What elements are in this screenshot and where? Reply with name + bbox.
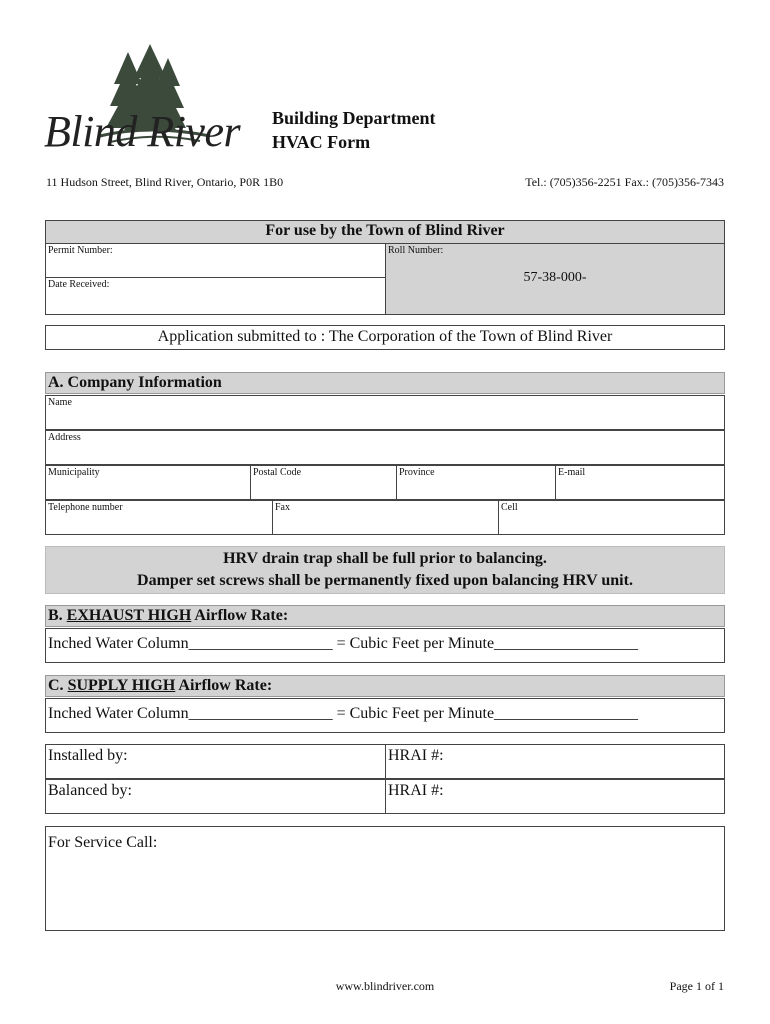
municipality-field[interactable]	[46, 466, 250, 499]
supply-rate-field[interactable]	[45, 698, 725, 733]
province-label: Province	[399, 467, 435, 478]
application-text: Application submitted to : The Corporation of the Town of Blind River	[157, 328, 613, 345]
postal-code-label: Postal Code	[253, 467, 302, 478]
cell-field[interactable]	[498, 501, 724, 534]
address-line: 11 Hudson Street, Blind River, Ontario, P0R 1B0	[46, 175, 284, 189]
logo-wordmark: Blind River	[44, 107, 241, 156]
service-call-label: For Service Call:	[48, 834, 158, 851]
hrv-notice	[45, 546, 725, 594]
exhaust-rate-field[interactable]	[45, 628, 725, 663]
office-use-title: For use by the Town of Blind River	[265, 222, 505, 239]
company-phone-row	[45, 500, 725, 535]
company-address-field[interactable]	[45, 430, 725, 465]
notice-line-2: Damper set screws shall be permanently fixed upon balancing HRV unit.	[137, 572, 633, 589]
roll-number-value: 57-38-000-	[523, 270, 587, 285]
address-label: Address	[48, 432, 81, 443]
cell-label: Cell	[501, 502, 518, 513]
installed-by-label: Installed by:	[48, 747, 128, 764]
supply-section-title	[45, 675, 725, 697]
footer-website: www.blindriver.com	[335, 979, 435, 993]
permit-number-field[interactable]	[46, 243, 385, 278]
postal-code-field[interactable]	[250, 466, 396, 499]
hrai-balancer-field[interactable]	[385, 780, 724, 813]
hrai-installer-label: HRAI #:	[388, 747, 444, 764]
exhaust-underlined: EXHAUST HIGH	[66, 607, 192, 624]
company-name-field[interactable]	[45, 395, 725, 430]
balanced-row	[45, 779, 725, 814]
permit-number-label: Permit Number:	[48, 245, 113, 256]
installed-by-field[interactable]	[46, 745, 385, 778]
supply-suffix: Airflow Rate:	[175, 677, 273, 694]
supply-underlined: SUPPLY HIGH	[67, 677, 176, 694]
fax-label: Fax	[275, 502, 290, 513]
department-name: Building Department	[272, 108, 436, 128]
hrai-balancer-label: HRAI #:	[388, 782, 444, 799]
exhaust-suffix: Airflow Rate:	[191, 607, 289, 624]
hrai-installer-field[interactable]	[385, 745, 724, 778]
supply-prefix: C.	[48, 677, 68, 694]
email-label: E-mail	[558, 467, 586, 478]
municipality-label: Municipality	[48, 467, 100, 478]
telephone-label: Telephone number	[48, 502, 123, 513]
contact-line: Tel.: (705)356-2251 Fax.: (705)356-7343	[525, 175, 724, 189]
exhaust-section-title	[45, 605, 725, 627]
office-use-box	[45, 220, 725, 315]
email-field[interactable]	[555, 466, 724, 499]
footer-page-number: Page 1 of 1	[669, 979, 724, 993]
supply-rate-line: Inched Water Column__________________ = Cubic Feet per Minute__________________	[48, 705, 639, 722]
exhaust-rate-line: Inched Water Column__________________ = Cubic Feet per Minute__________________	[48, 635, 639, 652]
date-received-field[interactable]	[46, 278, 385, 314]
department-heading	[272, 106, 436, 154]
company-section-title: A. Company Information	[45, 372, 725, 394]
fax-field[interactable]	[272, 501, 498, 534]
roll-number-field[interactable]	[385, 243, 724, 314]
name-label: Name	[48, 397, 72, 408]
notice-line-1: HRV drain trap shall be full prior to balancing.	[223, 550, 547, 567]
installed-row	[45, 744, 725, 779]
province-field[interactable]	[396, 466, 555, 499]
telephone-field[interactable]	[46, 501, 272, 534]
roll-number-label: Roll Number:	[388, 245, 444, 256]
service-call-field[interactable]	[45, 826, 725, 931]
balanced-by-field[interactable]	[46, 780, 385, 813]
form-name: HVAC Form	[272, 132, 371, 152]
balanced-by-label: Balanced by:	[48, 782, 132, 799]
application-banner	[45, 325, 725, 350]
company-location-row	[45, 465, 725, 500]
exhaust-prefix: B.	[48, 607, 67, 624]
date-received-label: Date Received:	[48, 279, 110, 290]
